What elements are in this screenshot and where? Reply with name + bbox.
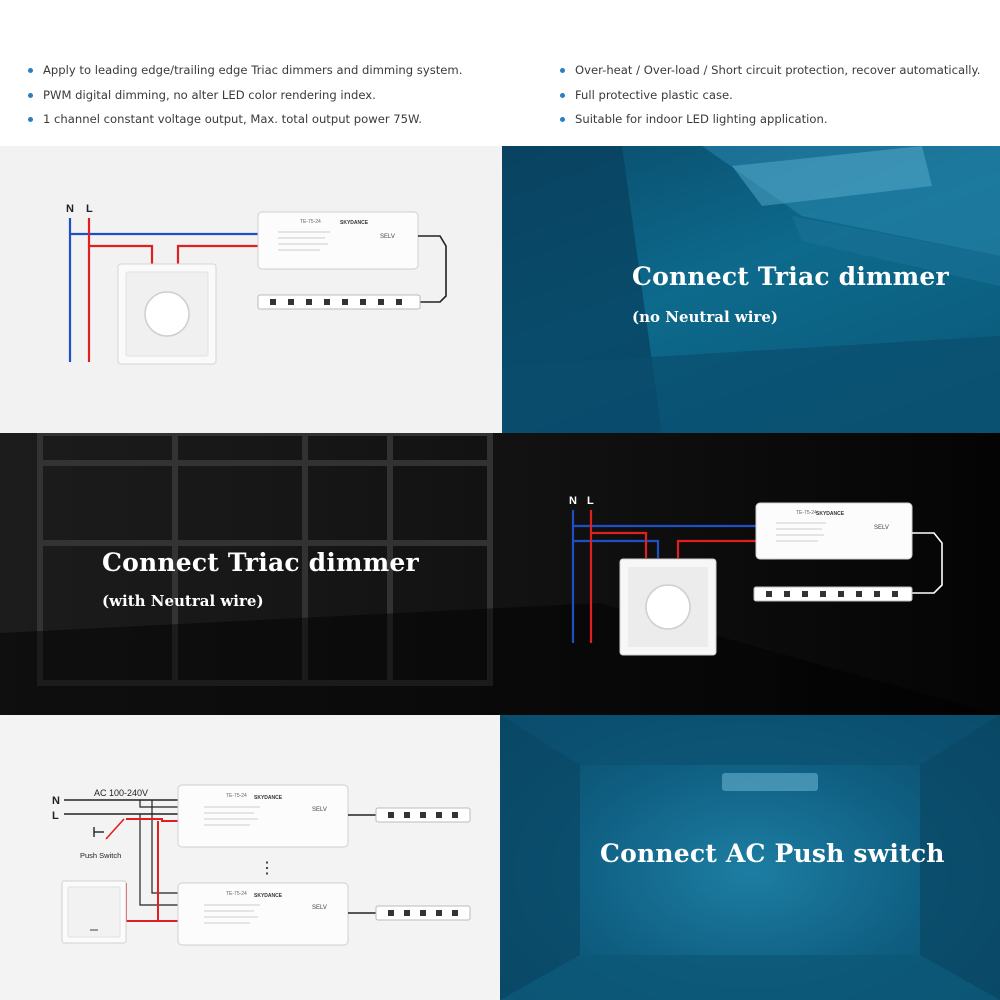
led-driver-icon — [178, 883, 348, 945]
wiring-diagram-push-switch — [0, 715, 500, 1000]
push-switch-device-icon — [62, 881, 126, 943]
led-driver-icon — [258, 212, 418, 269]
bullet-icon — [560, 68, 565, 73]
dark-window-section — [0, 433, 1000, 715]
wiring-diagram-svg — [0, 146, 502, 433]
ac-voltage-label: AC 100-240V — [94, 788, 149, 798]
feature-item: Suitable for indoor LED lighting application. — [560, 107, 980, 132]
photo-empty-room — [500, 715, 1000, 1000]
svg-text:SELV: SELV — [380, 234, 395, 240]
triac-dimmer-icon — [118, 264, 216, 364]
features-right-list — [560, 58, 980, 132]
bullet-icon — [28, 93, 33, 98]
push-switch-symbol-icon — [94, 819, 124, 839]
air-conditioner-icon — [722, 773, 818, 791]
subheadline-no-neutral: (no Neutral wire) — [632, 308, 779, 326]
label-l: L — [52, 810, 59, 822]
label-l: L — [86, 203, 93, 215]
feature-item: PWM digital dimming, no alter LED color rendering index. — [28, 83, 462, 108]
output-cable — [418, 236, 446, 302]
more-drivers-ellipsis: ⋮ — [259, 860, 275, 877]
features-section — [0, 0, 1000, 146]
svg-text:TE-75-24: TE-75-24 — [226, 891, 247, 897]
live-wire — [591, 533, 646, 558]
led-driver-icon — [178, 785, 348, 847]
svg-text:TE-75-24: TE-75-24 — [796, 510, 817, 516]
bullet-icon — [560, 93, 565, 98]
svg-text:SKYDANCE: SKYDANCE — [340, 220, 369, 226]
label-n: N — [66, 203, 74, 215]
feature-item: Apply to leading edge/trailing edge Triac dimmers and dimming system. — [28, 58, 462, 83]
svg-text:SELV: SELV — [312, 905, 327, 911]
live-wire — [678, 541, 756, 558]
headline-push-switch: Connect AC Push switch — [600, 839, 945, 868]
feature-item: 1 channel constant voltage output, Max. total output power 75W. — [28, 107, 462, 132]
bullet-icon — [28, 68, 33, 73]
triac-dimmer-icon — [620, 559, 716, 655]
svg-text:SKYDANCE: SKYDANCE — [816, 511, 845, 517]
svg-text:SELV: SELV — [874, 525, 889, 531]
wiring-diagram-no-neutral — [0, 146, 502, 433]
svg-text:SKYDANCE: SKYDANCE — [254, 893, 283, 899]
led-strip-icon — [376, 906, 470, 920]
feature-item: Full protective plastic case. — [560, 83, 980, 108]
svg-text:SELV: SELV — [312, 807, 327, 813]
headline-triac-with-neutral: Connect Triac dimmer — [102, 548, 419, 577]
photo-corridor — [502, 146, 1000, 433]
output-cable — [912, 533, 942, 593]
push-switch-diagram-svg — [0, 715, 500, 1000]
led-strip-icon — [754, 587, 912, 601]
led-strip-icon — [258, 295, 420, 309]
bullet-icon — [28, 117, 33, 122]
led-strip-icon — [376, 808, 470, 822]
label-n: N — [569, 495, 577, 507]
wiring-diagram-with-neutral — [560, 463, 980, 703]
svg-text:TE-75-24: TE-75-24 — [226, 793, 247, 799]
svg-text:TE-75-24: TE-75-24 — [300, 219, 321, 225]
bullet-icon — [560, 117, 565, 122]
svg-text:SKYDANCE: SKYDANCE — [254, 795, 283, 801]
features-left-list — [28, 58, 462, 132]
headline-triac-no-neutral: Connect Triac dimmer — [632, 262, 949, 291]
subheadline-with-neutral: (with Neutral wire) — [102, 592, 264, 610]
label-l: L — [587, 495, 594, 507]
label-n: N — [52, 795, 60, 807]
push-switch-label: Push Switch — [80, 851, 122, 860]
led-driver-icon — [756, 503, 912, 559]
feature-item: Over-heat / Over-load / Short circuit protection, recover automatically. — [560, 58, 980, 83]
